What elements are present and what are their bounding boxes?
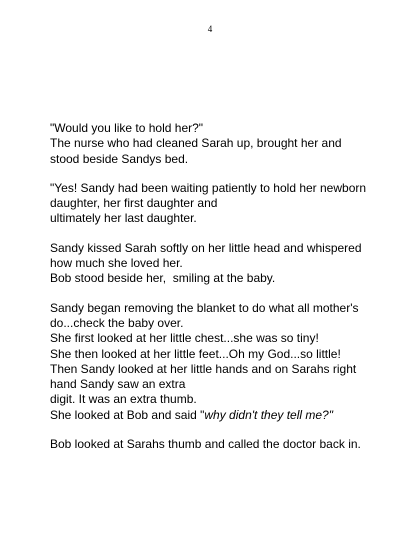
text-line: Bob looked at Sarahs thumb and called the doctor back in.	[50, 437, 361, 452]
text-line: "Yes! Sandy had been waiting patiently to hold her newborn	[50, 180, 367, 195]
story-text	[50, 121, 400, 466]
text-line: how much she loved her.	[50, 256, 183, 271]
text-line: Bob stood beside her, smiling at the baby.	[50, 271, 276, 286]
text-line: digit. It was an extra thumb.	[50, 392, 197, 407]
text-line-mixed	[50, 408, 400, 423]
text-line: hand Sandy saw an extra	[50, 377, 186, 392]
text-line: She then looked at her little feet...Oh my God...so little!	[50, 346, 341, 361]
text-line: The nurse who had cleaned Sarah up, brought her and	[50, 136, 342, 151]
text-line: Sandy kissed Sarah softly on her little head and whispered	[50, 240, 362, 255]
paragraph-4	[50, 301, 400, 423]
paragraph-5	[50, 437, 400, 452]
page-number: 4	[207, 24, 213, 34]
text-line: do...check the baby over.	[50, 315, 184, 330]
text-line: daughter, her first daughter and	[50, 196, 218, 211]
paragraph-3	[50, 241, 400, 287]
text-line: Sandy began removing the blanket to do what all mother's	[50, 300, 359, 315]
text-line: Then Sandy looked at her little hands and on Sarahs right	[50, 361, 357, 376]
text-line: stood beside Sandys bed.	[50, 151, 189, 166]
text-line: ultimately her last daughter.	[50, 211, 197, 226]
paragraph-1	[50, 121, 400, 167]
italic-quote: why didn't they tell me?"	[204, 407, 333, 422]
paragraph-2	[50, 181, 400, 227]
text-line: "Would you like to hold her?"	[50, 121, 204, 135]
text-line: She first looked at her little chest...she was so tiny!	[50, 331, 319, 346]
dialogue-prefix: She looked at Bob and said "	[50, 407, 205, 422]
